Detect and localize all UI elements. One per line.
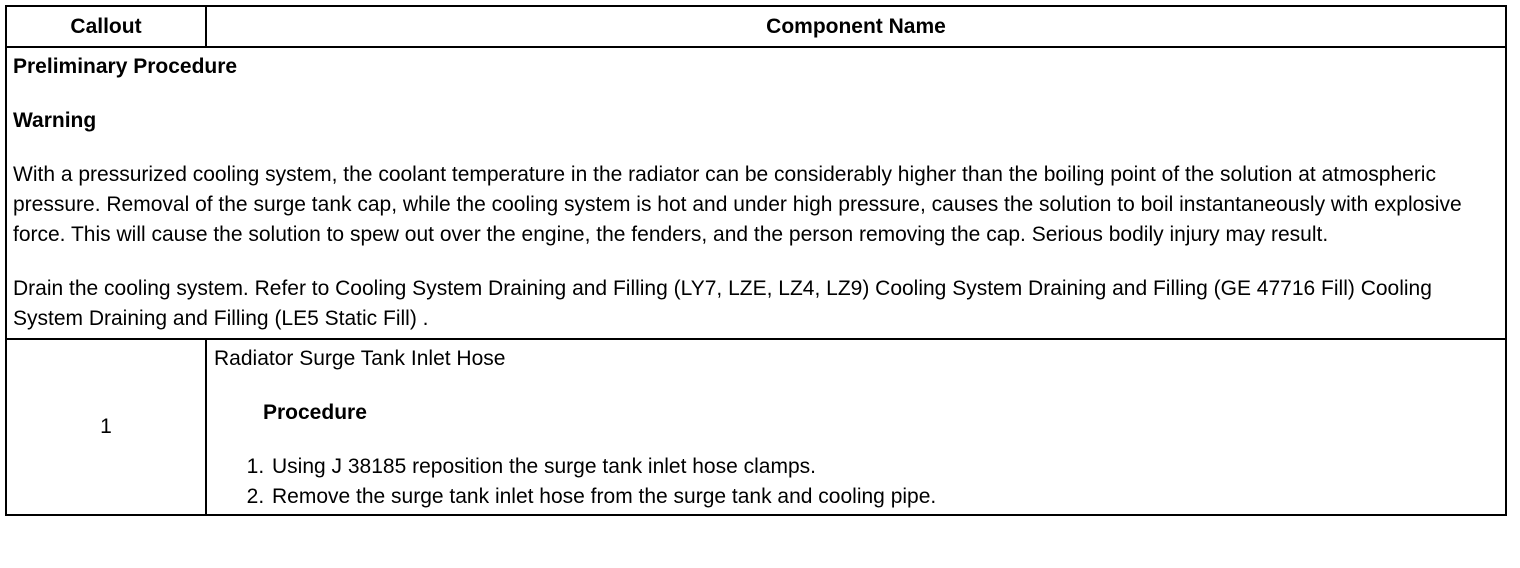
table-row [6,339,1506,515]
warning-label: Warning [13,109,97,132]
component-name-header: Component Name [206,6,1506,47]
callout-header: Callout [6,6,206,47]
procedure-table [5,5,1507,516]
procedure-heading: Procedure [263,401,367,424]
header-row [6,6,1506,47]
procedure-steps [214,452,1498,512]
preliminary-row [6,47,1506,339]
component-cell [206,339,1506,515]
list-item: 1. Using J 38185 reposition the surge tank inlet hose clamps. [270,452,1498,482]
preliminary-cell [6,47,1506,339]
list-item: 2. Remove the surge tank inlet hose from the surge tank and cooling pipe. [270,482,1498,512]
drain-instruction: Drain the cooling system. Refer to Cooling System Draining and Filling (LY7, LZE, LZ4, LZ9) Cooling System Draining and Filling (GE 47716 Fill) Cooling System Draining and Filling (LE5 Static Fill) . [13,277,1432,330]
warning-text: With a pressurized cooling system, the coolant temperature in the radiator can be considerably higher than the boiling point of the solution at atmospheric pressure. Removal of the surge tank cap, while the cooling system is hot and under high pressure, causes the solution to boil instantaneously with explosive force. This will cause the solution to spew out over the engine, the fenders, and the person removing the cap. Serious bodily injury may result. [13,163,1462,246]
callout-number: 1 [6,339,206,515]
preliminary-title: Preliminary Procedure [13,55,238,78]
component-name: Radiator Surge Tank Inlet Hose [214,347,506,370]
